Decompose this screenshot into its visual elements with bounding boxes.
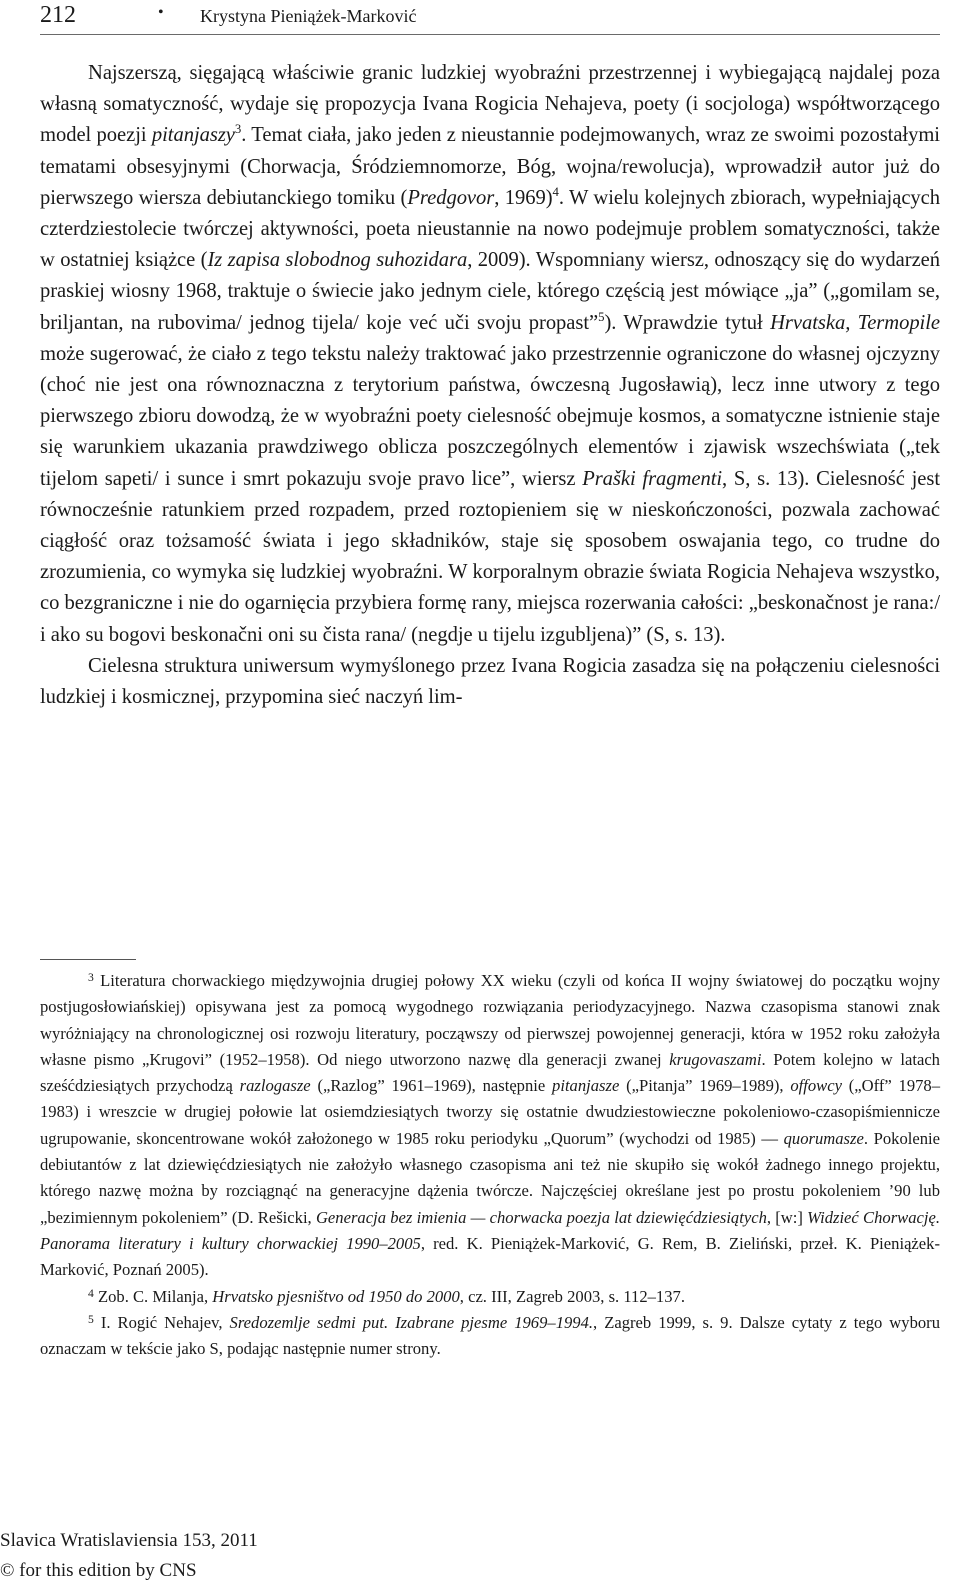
- footnote-text: Zob. C. Milanja,: [93, 1286, 213, 1306]
- footnote-italic: quorumasze: [783, 1128, 864, 1148]
- copyright-notice: © for this edition by CNS: [0, 1560, 197, 1581]
- footnote-ref-3[interactable]: 3: [234, 122, 242, 137]
- p1-text: , S, s. 13). Cielesność jest równocześnie ratunkiem przed rozpadem, przed roztopieniem się w nieskończoności, pozwala zachować ciągłość oraz tożsamość świata i jego składników, staje się sposobem oswajania tego, co trudne do zrozumienia, co wymyka się ludzkiej wyobraźni. W korporalnym obrazie świata Rogicia Nehajeva wszystko, co bezgraniczne i nie do ogarnięcia przybiera formę rany, miejsca rozerwania całości: „beskonačnost je rana:/ i ako su bogovi beskonačni oni su čista rana/ (negdje u tijelu izgubljena)” (S, s. 13).: [40, 467, 940, 646]
- p1-italic-poem-title: Hrvatska, Termopile: [770, 311, 940, 334]
- page-footer: [0, 1526, 258, 1586]
- footnote-italic: Generacja bez imienia — chorwacka poezja lat dziewięćdziesiątych: [315, 1207, 767, 1227]
- footnote-ref-5[interactable]: 5: [598, 309, 605, 324]
- p1-text: może sugerować, że ciało z tego tekstu należy traktować jako przestrzennie ograniczone do własnej ojczyzny (choć nie jest ona równoznaczna z terytorium państwa, ówczesną Jugosławią), lecz inne utwory z tego pierwszego zbioru dowodzą, że w wyobraźni poety cielesność obejmuje kosmos, a somatyczne istnienie staje się warunkiem ukazania prawdziwego oblicza poszczególnych elementów i zjawisk wszechświata („tek tijelom sapeti/ i sunce i smrt pokazuju svoje pravo lice”, wiersz: [40, 342, 940, 490]
- footnote-text: , Zagreb 1999, s. 9. Dalsze cytaty z tego wyboru oznaczam w tekście jako S, podając następnie numer strony.: [40, 1312, 940, 1359]
- footnote-number: 5: [88, 1312, 94, 1326]
- p1-italic-predgovor: Predgovor: [407, 186, 495, 209]
- footnote-italic: pitanjasze: [552, 1076, 620, 1096]
- footnote-ref-4[interactable]: 4: [552, 184, 559, 199]
- footnote-text: I. Rogić Nehajev,: [93, 1312, 230, 1332]
- main-text: [40, 58, 940, 713]
- footnote-number: 4: [88, 1286, 94, 1300]
- footnote-italic: krugovaszami: [669, 1049, 762, 1069]
- footnote-text: . Pokolenie debiutantów z lat dziewięćdziesiątych nie założyło własnego czasopisma ani też nie skupiło się wokół żadnego innego projektu, którego nazwę można by rozciągnąć na generacyjne dążenia twórcze. Najczęściej określane jest po prostu pokoleniem ’90 lub „bezimiennym pokoleniem” (D. Rešicki,: [40, 1128, 940, 1227]
- running-header: [40, 0, 940, 35]
- p1-italic-pitanjaszy: pitanjaszy: [151, 124, 235, 147]
- footnote-text: Literatura chorwackiego międzywojnia drugiej połowy XX wieku (czyli od końca II wojny światowej do początku wojny postjugosłowiańskiej) opisywana jest za pomocą wygodnego rozwiązania periodyzacyjnego. Nazwa czasopisma stanowi znak wyróżniający na chronologicznej osi rozwoju literatury, począwszy od pierwszej powojennej generacji, która w 1952 roku założyła własne pismo „Krugovi” (1952–1958). Od niego utworzono nazwę dla generacji zwanej: [40, 971, 940, 1069]
- footnote-italic: Widzieć Chorwację. Panorama literatury i kultury chorwackiej 1990–2005: [40, 1207, 941, 1253]
- footnote-text: („Razlog” 1961–1969), następnie: [310, 1076, 553, 1096]
- paragraph-1: [40, 58, 940, 651]
- footnote-italic: Hrvatsko pjesništvo od 1950 do 2000: [212, 1286, 460, 1306]
- page-number: 212: [40, 2, 76, 28]
- p1-text: , 1969): [494, 186, 553, 209]
- footnotes: [40, 968, 940, 1362]
- p1-text: Najszerszą, sięgającą właściwie granic ludzkiej wyobraźni przestrzennej i wybiegającą najdalej poza własną somatyczność, wydaje się propozycja Ivana Rogicia Nehajeva, poety (i socjologa) współtworzącego model poezji: [40, 62, 940, 147]
- footnote-italic: razlogasze: [239, 1076, 311, 1096]
- footnote-text: , [w:]: [766, 1207, 808, 1227]
- footnote-divider: [40, 959, 136, 960]
- footnote-text: , cz. III, Zagreb 2003, s. 112–137.: [459, 1286, 685, 1306]
- p1-italic-poem-title-2: Praški fragmenti: [582, 467, 723, 490]
- p1-text: ). Wprawdzie tytuł: [604, 311, 771, 334]
- p1-text: . Temat ciała, jako jeden z nieustannie podejmowanych, wraz ze swoimi pozostałymi tematami obsesyjnymi (Chorwacja, Śródziemnomorze, Bóg, wojna/rewolucja), wprowadził autor już do pierwszego wiersza debiutanckiego tomiku (: [40, 124, 940, 209]
- footnote-text: , red. K. Pieniążek-Marković, G. Rem, B. Zieliński, przeł. K. Pieniążek-Marković, Poznań 2005).: [40, 1233, 940, 1280]
- header-bullet: •: [158, 4, 164, 21]
- p1-italic-book-title: Iz zapisa slobodnog suhozidara: [207, 249, 468, 272]
- header-author: Krystyna Pieniążek-Marković: [200, 6, 417, 26]
- footnote-4: [40, 1284, 940, 1310]
- footnote-italic: offowcy: [790, 1076, 842, 1096]
- journal-citation: Slavica Wratislaviensia 153, 2011: [0, 1530, 258, 1551]
- footnote-5: [40, 1310, 940, 1363]
- footnote-italic: Sredozemlje sedmi put. Izabrane pjesme 1969–1994.: [229, 1312, 594, 1332]
- footnote-text: („Pitanja” 1969–1989),: [619, 1076, 791, 1096]
- p1-text: , 2009). Wspomniany wiersz, odnoszący się do wydarzeń praskiej wiosny 1968, traktuje o świecie jako jednym ciele, którego częścią jest mówiące „ja” („gomilam se, briljantan, na rubovima/ jednog tijela/ koje već uči svoju propast”: [40, 249, 940, 334]
- p1-text: . W wielu kolejnych zbiorach, wypełniających czterdziestolecie twórczej aktywności, poeta nieustannie na nowo podejmuje problem somatyczności, także w ostatniej książce (: [40, 186, 940, 272]
- footnote-3: [40, 968, 940, 1284]
- footnote-text: („Off” 1978–1983) i wreszcie w drugiej połowie lat osiemdziesiątych tworzy się ostatnie dwudziestowieczne pokoleniowo-czasopiśmiennicze ugrupowanie, skoncentrowane wokół założonego w 1985 roku periodyku „Quorum” (wychodzi od 1985) —: [40, 1076, 941, 1148]
- footnote-number: 3: [88, 971, 94, 984]
- paragraph-2: Cielesna struktura uniwersum wymyślonego przez Ivana Rogicia zasadza się na połączeniu cielesności ludzkiej i kosmicznej, przypomina sieć naczyń lim-: [40, 654, 940, 709]
- footnote-text: . Potem kolejno w latach sześćdziesiątych przychodzą: [40, 1049, 940, 1096]
